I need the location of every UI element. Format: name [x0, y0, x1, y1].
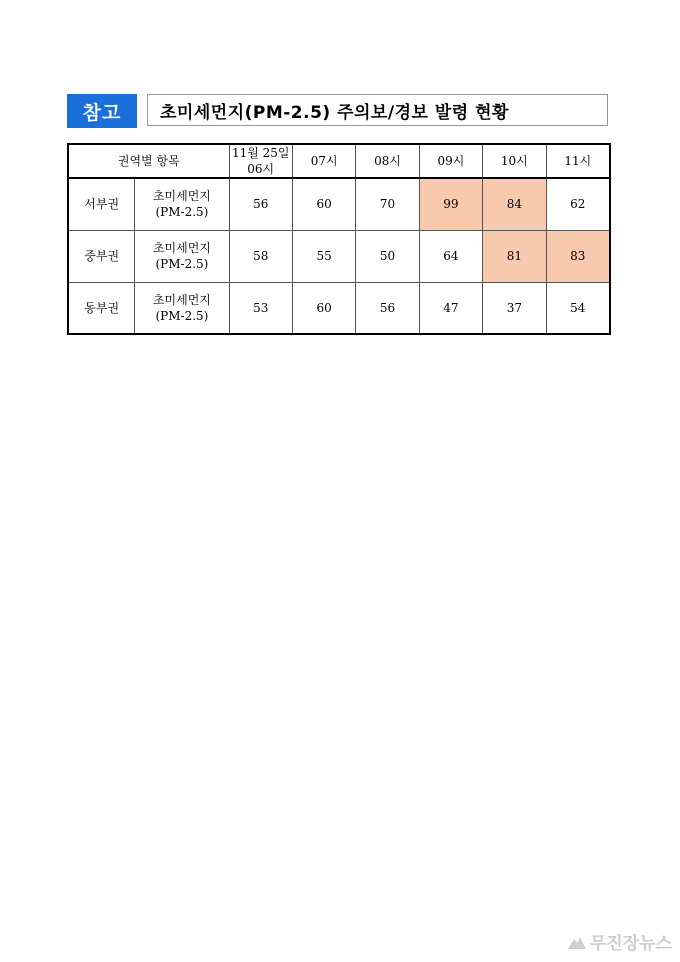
value-cell: 54 [546, 282, 610, 334]
item-cell: 초미세먼지 (PM-2.5) [135, 282, 229, 334]
table-header-row [68, 144, 610, 178]
value-cell: 50 [356, 230, 419, 282]
item-cell: 초미세먼지 (PM-2.5) [135, 178, 229, 230]
value-cell-alert: 99 [419, 178, 482, 230]
time-header: 11시 [546, 144, 610, 178]
watermark [568, 929, 672, 954]
region-cell: 동부권 [68, 282, 135, 334]
value-cell-alert: 83 [546, 230, 610, 282]
watermark-text: 무진장뉴스 [589, 934, 672, 954]
value-cell: 58 [229, 230, 292, 282]
value-cell-alert: 84 [483, 178, 546, 230]
table-row [68, 178, 610, 230]
item-cell: 초미세먼지 (PM-2.5) [135, 230, 229, 282]
region-cell: 중부권 [68, 230, 135, 282]
value-cell: 55 [292, 230, 355, 282]
value-cell: 56 [229, 178, 292, 230]
page-title [147, 94, 608, 126]
time-header: 09시 [419, 144, 482, 178]
value-cell: 47 [419, 282, 482, 334]
reference-tag: 참고 [67, 94, 137, 128]
value-cell-alert: 81 [483, 230, 546, 282]
table-row [68, 230, 610, 282]
mountain-logo-icon [568, 935, 586, 949]
table-row [68, 282, 610, 334]
value-cell: 37 [483, 282, 546, 334]
report-header [67, 94, 610, 128]
region-cell: 서부권 [68, 178, 135, 230]
value-cell: 70 [356, 178, 419, 230]
value-cell: 53 [229, 282, 292, 334]
region-item-header: 권역별 항목 [68, 144, 229, 178]
page-title-text: 초미세먼지(PM-2.5) 주의보/경보 발령 현황 [160, 102, 509, 123]
time-header: 08시 [356, 144, 419, 178]
value-cell: 60 [292, 178, 355, 230]
value-cell: 62 [546, 178, 610, 230]
value-cell: 56 [356, 282, 419, 334]
pm25-status-table [67, 143, 611, 335]
value-cell: 64 [419, 230, 482, 282]
time-header: 07시 [292, 144, 355, 178]
value-cell: 60 [292, 282, 355, 334]
time-header: 11월 25일 06시 [229, 144, 292, 178]
time-header: 10시 [483, 144, 546, 178]
